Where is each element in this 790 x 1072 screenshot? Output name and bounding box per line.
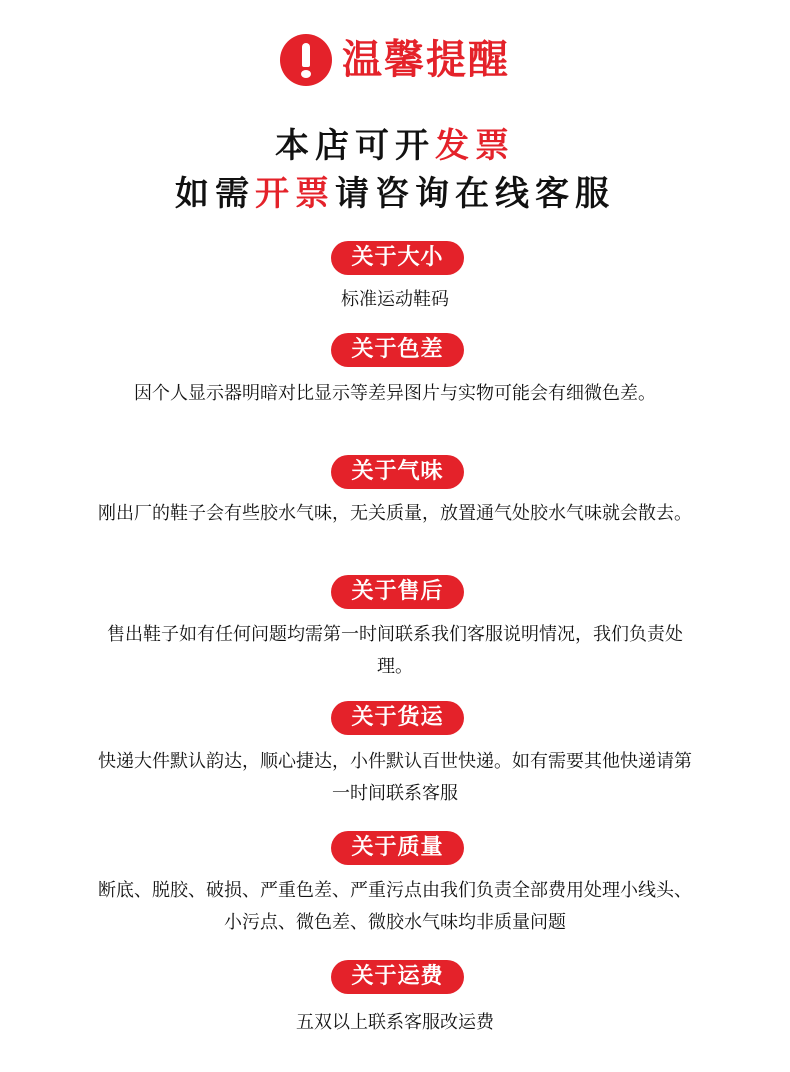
section-title-size: 关于大小 [331, 241, 464, 275]
notice-header [0, 34, 790, 86]
section-text-after-sales: 售出鞋子如有任何问题均需第一时间联系我们客服说明情况，我们负责处理。 [107, 624, 683, 677]
section-text-color: 因个人显示器明暗对比显示等差异图片与实物可能会有细微色差。 [134, 383, 656, 404]
section-title-color: 关于色差 [331, 333, 464, 367]
invoice-line-2 [0, 174, 790, 214]
section-text-size: 标准运动鞋码 [341, 289, 449, 310]
notice-title: 温馨提醒 [342, 37, 510, 83]
section-text-shipping: 快递大件默认韵达，顺心捷达，小件默认百世快递。如有需要其他快递请第一时间联系客服 [98, 751, 692, 804]
invoice-highlight: 发票 [435, 126, 515, 166]
invoice-line-2-prefix: 如需 [175, 174, 255, 214]
section-title-freight: 关于运费 [331, 960, 464, 994]
section-text-freight: 五双以上联系客服改运费 [296, 1012, 494, 1033]
section-title-shipping: 关于货运 [331, 701, 464, 735]
section-text-smell: 刚出厂的鞋子会有些胶水气味，无关质量，放置通气处胶水气味就会散去。 [98, 503, 692, 524]
open-invoice-highlight: 开票 [255, 174, 335, 214]
invoice-line-2-suffix: 请咨询在线客服 [335, 174, 615, 214]
exclamation-circle-icon [280, 34, 332, 86]
invoice-line-1 [0, 126, 790, 166]
section-title-smell: 关于气味 [331, 455, 464, 489]
section-text-quality: 断底、脱胶、破损、严重色差、严重污点由我们负责全部费用处理小线头、小污点、微色差、微胶水气味均非质量问题 [98, 880, 692, 933]
section-title-quality: 关于质量 [331, 831, 464, 865]
invoice-line-1-text: 本店可开 [275, 126, 435, 166]
section-title-after-sales: 关于售后 [331, 575, 464, 609]
